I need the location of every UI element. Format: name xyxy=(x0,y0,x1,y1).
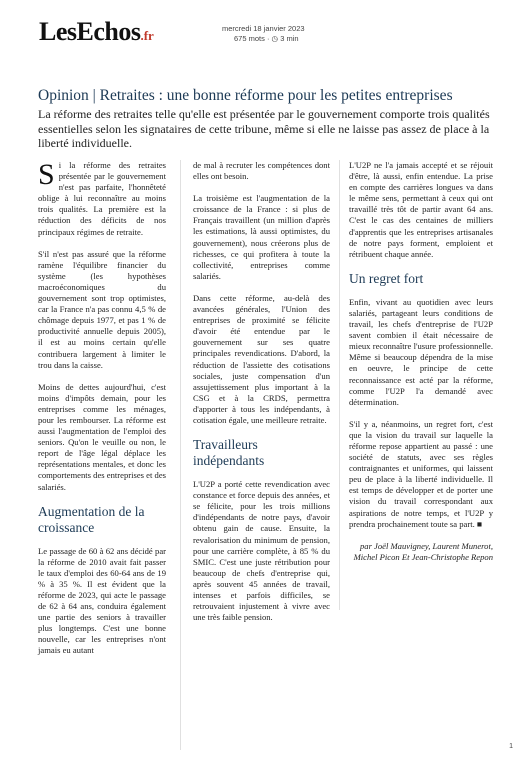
paragraph: L'U2P a porté cette revendication avec constance et force depuis des années, et se félicite, pour les trois millions d'indépendants de notre pays, d'avoir obtenu gain de cause. Ensuite, la revalorisation du minimum de pension, pour une carrière complète, à 85 % du SMIC. C'est une juste rétribution pour beaucoup de chefs d'entreprise qui, après souvent 45 années de travail, intenses et parfois difficiles, se retrouvaient injustement à vivre avec une très faible pension. xyxy=(193,479,330,623)
article-meta xyxy=(222,24,305,44)
section-heading: Un regret fort xyxy=(349,270,424,286)
word-count: 675 mots xyxy=(234,34,265,43)
paragraph: Moins de dettes aujourd'hui, c'est moins d'impôts demain, pour les entreprises comme les ménages, pour les rembourser. La réforme est aussi l'augmentation de l'emploi des seniors. Qu'on le veuille ou non, le report de l'âge légal déplace les représentations mentales, et donc les comportements des entreprises et des salariés. xyxy=(38,381,166,492)
author-signature: par Joël Mauvigney, Laurent Munerot, Michel Picon Et Jean-Christophe Repon xyxy=(353,540,493,562)
read-time: 3 min xyxy=(280,34,299,43)
column-1 xyxy=(38,160,166,668)
dot-separator: · xyxy=(266,34,272,43)
column-3 xyxy=(349,160,493,574)
drop-cap: S xyxy=(38,158,55,191)
column-2 xyxy=(193,160,330,634)
paragraph: S'il n'est pas assuré que la réforme ramène l'équilibre financier du système (les hypothèses macroéconomiques du gouvernement sont trop optimistes, car la France n'a pas connu 4,5 % de chômage depuis 1977, et pas 1 % de productivité annuelle depuis 2005), il est au moins certain qu'elle contribuera largement à limiter le trou dans la caisse. xyxy=(38,248,166,370)
paragraph: Dans cette réforme, au-delà des avancées générales, l'Union des entreprises de proximité se félicite d'avoir été entendue par le gouvernement sur ses quatre principales revendications. D'abord, la réduction de l'assiette des cotisations sociales, juste compensation d'un assujettissement plus important à la CSG et à la CRDS, permettra d'apporter à tous les indépendants, à cotisation égale, une meilleure retraite. xyxy=(193,292,330,425)
les-echos-logo[interactable]: LesEchos.fr xyxy=(39,17,154,46)
paragraph: Le passage de 60 à 62 ans décidé par la réforme de 2010 avait fait passer le taux d'emploi des 60-64 ans de 19 % à 35 %. Il est évident que la réforme de 2023, qui acte le passage de 62 à 64 ans, conduira également une partie des seniors à travailler plus longtemps. C'est une bonne nouvelle, car les entreprises n'ont jamais eu autant xyxy=(38,545,166,656)
column-divider xyxy=(339,160,340,610)
page-number: 1 xyxy=(509,743,513,750)
paragraph: Si la réforme des retraites présentée par le gouvernement n'est pas parfaite, l'honnêteté oblige à lui reconnaître au moins trois qualités. La première est la réduction des déficits de nos principaux régimes de retraite. xyxy=(38,158,166,237)
paragraph: La troisième est l'augmentation de la croissance de la France : si plus de Français travaillent (un million d'après les estimations, là aussi optimistes, du gouvernement), nous créerons plus de richesses, ce qui profitera à toute la collectivité, entreprises comme salariés. xyxy=(193,193,330,281)
article-title: Opinion | Retraites : une bonne réforme pour les petites entreprises xyxy=(38,87,453,104)
paragraph: de mal à recruter les compétences dont elles ont besoin. xyxy=(193,160,330,182)
paragraph: L'U2P ne l'a jamais accepté et se réjouit d'être, là aussi, enfin entendue. La prise en compte des carrières longues va dans le même sens, permettant à ceux qui ont travaillé très tôt de partir avant 64 ans. C'est le cas des centaines de milliers d'apprentis que les entreprises artisanales de notre pays forment, emploient et rétribuent chaque année. xyxy=(349,160,493,259)
column-divider xyxy=(180,160,181,750)
paragraph: Enfin, vivant au quotidien avec leurs salariés, partageant leurs conditions de travail, les chefs d'entreprise de l'U2P savent combien il était nécessaire de mieux reconnaître l'usure professionnelle. Même si beaucoup dépendra de la mise en oeuvre, le principe de cette reconnaissance est acté par la réforme, comme l'U2P l'a demandé avec détermination. xyxy=(349,296,493,407)
reading-info xyxy=(222,34,305,44)
publication-date: mercredi 18 janvier 2023 xyxy=(222,24,305,33)
clock-icon: ◷ xyxy=(271,34,279,43)
paragraph: S'il y a, néanmoins, un regret fort, c'est que la vision du travail sur laquelle la réforme repose appartient au passé : une société de statuts, avec ses règles contraignantes et uniformes, qui laissent peu de place à la liberté individuelle. Il est temps de développer et de porter une vision du travail correspondant aux aspirations de notre temps, et l'U2P y prendra prochainement toute sa part. ■ xyxy=(349,418,493,529)
section-heading: Augmentation de la croissance xyxy=(38,503,145,535)
section-heading: Travailleurs indépendants xyxy=(193,437,265,469)
article-lede: La réforme des retraites telle qu'elle est présentée par le gouvernement comporte trois qualités essentielles selon les signataires de cette tribune, même si elle ne laisse pas assez de place à la liberté individuelle. xyxy=(38,107,490,150)
